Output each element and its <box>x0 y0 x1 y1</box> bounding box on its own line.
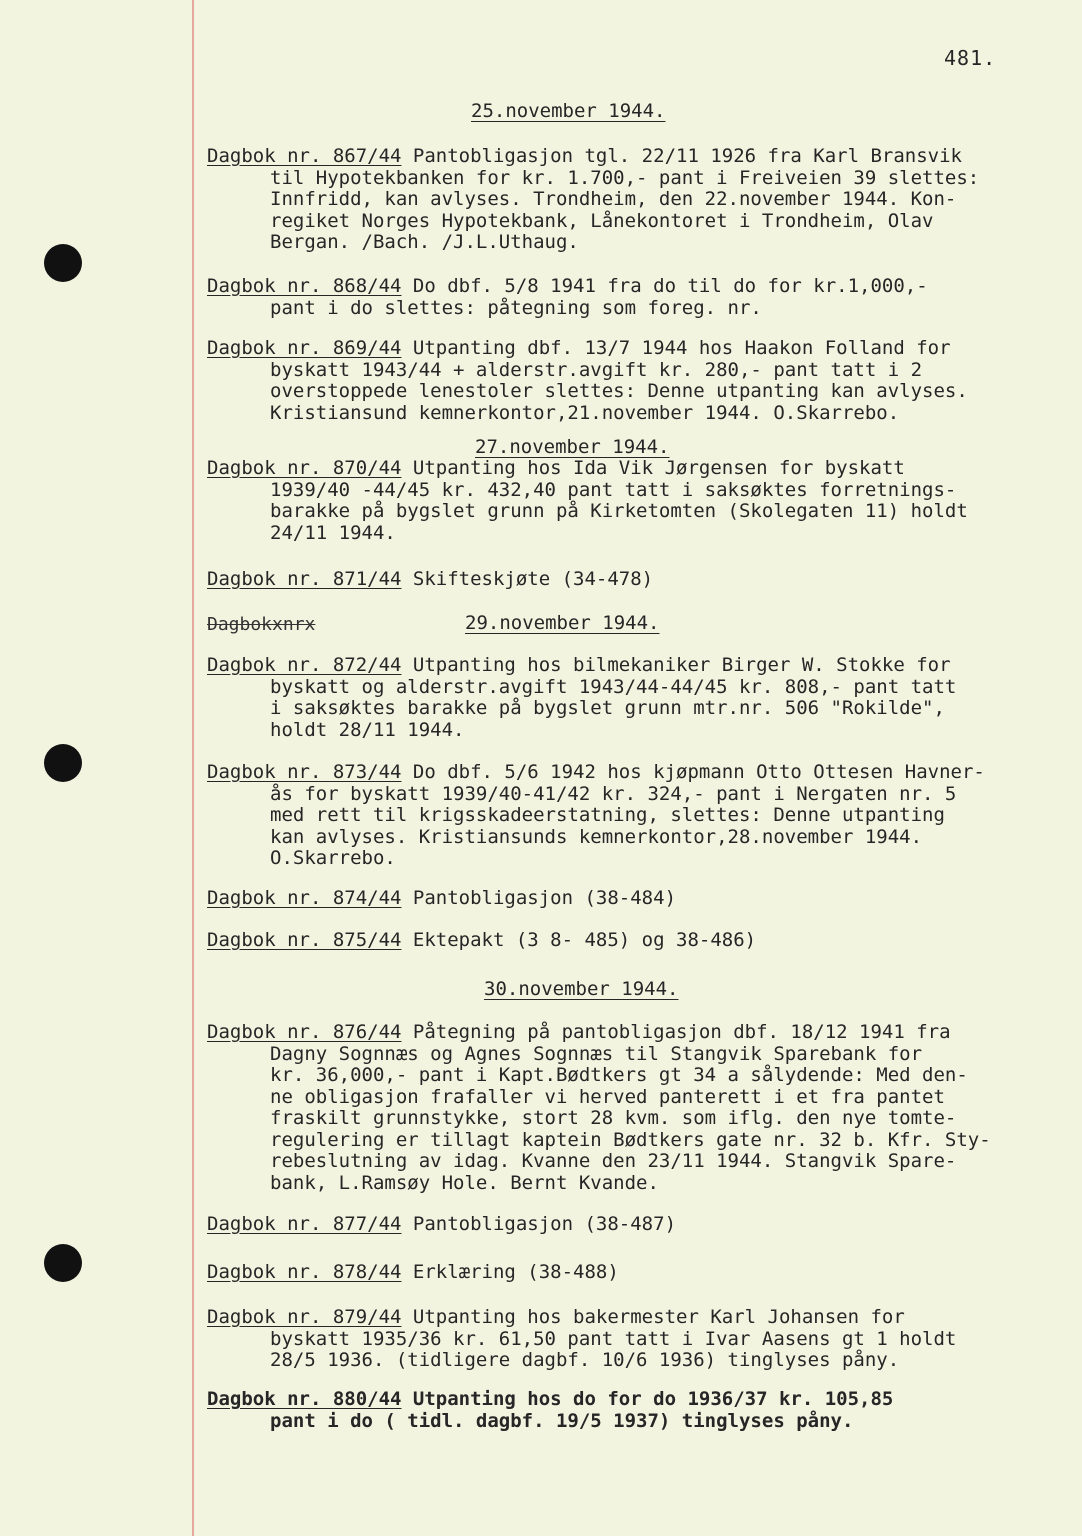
journal-entry <box>207 762 1067 870</box>
entry-line: Bergan. /Bach. /J.L.Uthaug. <box>270 231 579 253</box>
date-heading: 29.november 1944. <box>465 612 660 634</box>
entry-label: Dagbok nr. 878/44 <box>207 1261 402 1283</box>
entry-line: ne obligasjon frafaller vi herved panterett i et fra pantet <box>270 1085 945 1108</box>
entry-line: regiket Norges Hypotekbank, Lånekontoret i Trondheim, Olav <box>270 209 934 232</box>
entry-line: O.Skarrebo. <box>270 847 396 869</box>
entry-label: Dagbok nr. 873/44 <box>207 761 402 783</box>
entry-text: Utpanting hos do for do 1936/37 kr. 105,85 <box>401 1388 894 1410</box>
entry-line: 28/5 1936. (tidligere dagbf. 10/6 1936) tinglyses påny. <box>270 1349 900 1371</box>
entry-line: rebeslutning av idag. Kvanne den 23/11 1944. Stangvik Spare- <box>270 1150 957 1172</box>
entry-text: Ektepakt (3 8- 485) og 38-486) <box>401 929 757 951</box>
journal-entry <box>207 276 1067 319</box>
entry-line: 1939/40 -44/45 kr. 432,40 pant tatt i saksøktes forretnings- <box>270 478 957 501</box>
punch-hole <box>44 744 82 782</box>
entry-first-line <box>207 1214 1067 1236</box>
entry-line: byskatt 1935/36 kr. 61,50 pant tatt i Ivar Aasens gt 1 holdt <box>270 1327 957 1350</box>
journal-entry <box>207 1389 1067 1432</box>
date-heading: 30.november 1944. <box>484 978 679 1000</box>
entry-text: Utpanting hos bilmekaniker Birger W. Stokke for <box>401 654 951 676</box>
entry-text: Utpanting hos bakermester Karl Johansen for <box>401 1306 905 1328</box>
journal-entry <box>207 1214 1067 1236</box>
entry-first-line <box>207 888 1067 910</box>
page-number: 481. <box>944 46 997 70</box>
punch-hole <box>44 1244 82 1282</box>
entry-label: Dagbok nr. 874/44 <box>207 887 402 909</box>
entry-first-line <box>207 1389 1067 1411</box>
entry-label: Dagbok nr. 871/44 <box>207 568 402 590</box>
entry-label: Dagbok nr. 877/44 <box>207 1213 402 1235</box>
journal-entry <box>207 458 1067 544</box>
entry-first-line <box>207 338 1067 360</box>
entry-first-line <box>207 762 1067 784</box>
entry-label: Dagbok nr. 869/44 <box>207 337 402 359</box>
entry-first-line <box>207 1262 1067 1284</box>
entry-first-line <box>207 569 1067 591</box>
journal-entry <box>207 888 1067 910</box>
entry-text: Skifteskjøte (34-478) <box>401 568 654 590</box>
entry-first-line <box>207 1022 1067 1044</box>
entry-line: holdt 28/11 1944. <box>270 718 465 741</box>
entry-first-line <box>207 655 1067 677</box>
entry-label: Dagbok nr. 868/44 <box>207 275 402 297</box>
entry-first-line <box>207 146 1067 168</box>
entry-first-line <box>207 930 1067 952</box>
journal-entry <box>207 1022 1067 1194</box>
date-heading: 27.november 1944. <box>475 436 670 458</box>
punch-hole <box>44 244 82 282</box>
entry-line: Dagny Sognnæs og Agnes Sognnæs til Stangvik Sparebank for <box>270 1042 923 1065</box>
entry-line: 24/11 1944. <box>270 521 396 544</box>
entry-first-line <box>207 1307 1067 1329</box>
entry-line: regulering er tillagt kaptein Bødtkers gate nr. 32 b. Kfr. Sty- <box>270 1128 991 1151</box>
entry-line: bank, L.Ramsøy Hole. Bernt Kvande. <box>270 1171 659 1194</box>
margin-line <box>192 0 194 1536</box>
entry-label: Dagbok nr. 867/44 <box>207 145 402 167</box>
entry-text: Pantobligasjon (38-484) <box>401 887 677 909</box>
entry-text: Do dbf. 5/8 1941 fra do til do for kr.1,000,- <box>401 275 928 297</box>
journal-entry <box>207 930 1067 952</box>
entry-text: Påtegning på pantobligasjon dbf. 18/12 1941 fra <box>401 1021 951 1043</box>
entry-line: i saksøktes barakke på bygslet grunn mtr.nr. 506 "Rokilde", <box>270 697 945 719</box>
entry-text: Erklæring (38-488) <box>401 1261 619 1283</box>
struck-text: Dagbokxnrx <box>207 614 316 635</box>
entry-label: Dagbok nr. 870/44 <box>207 457 402 479</box>
entry-line: Kristiansund kemnerkontor,21.november 1944. O.Skarrebo. <box>270 401 900 424</box>
entry-text: Do dbf. 5/6 1942 hos kjøpmann Otto Ottesen Havner- <box>401 761 985 783</box>
journal-entry <box>207 1307 1067 1372</box>
entry-label: Dagbok nr. 880/44 <box>207 1388 402 1410</box>
date-heading: 25.november 1944. <box>471 100 666 122</box>
entry-line: overstoppede lenestoler slettes: Denne utpanting kan avlyses. <box>270 380 968 402</box>
entry-line: med rett til krigsskadeerstatning, slettes: Denne utpanting <box>270 804 945 826</box>
entry-text: Utpanting hos Ida Vik Jørgensen for byskatt <box>401 457 905 479</box>
entry-line: kr. 36,000,- pant i Kapt.Bødtkers gt 34 a sålydende: Med den- <box>270 1064 968 1086</box>
entry-text: Pantobligasjon tgl. 22/11 1926 fra Karl Bransvik <box>401 145 962 167</box>
entry-label: Dagbok nr. 875/44 <box>207 929 402 951</box>
journal-entry <box>207 655 1067 741</box>
entry-line: til Hypotekbanken for kr. 1.700,- pant i Freiveien 39 slettes: <box>270 166 980 189</box>
entry-line: pant i do slettes: påtegning som foreg. nr. <box>270 296 762 319</box>
entry-line: kan avlyses. Kristiansunds kemnerkontor,28.november 1944. <box>270 825 923 848</box>
journal-entry <box>207 569 1067 591</box>
entry-first-line <box>207 276 1067 298</box>
entry-text: Pantobligasjon (38-487) <box>401 1213 677 1235</box>
entry-label: Dagbok nr. 879/44 <box>207 1306 402 1328</box>
entry-line: byskatt 1943/44 + alderstr.avgift kr. 280,- pant tatt i 2 <box>270 358 923 381</box>
journal-entry <box>207 146 1067 254</box>
entry-line: fraskilt grunnstykke, stort 28 kvm. som iflg. den nye tomte- <box>270 1107 957 1129</box>
entry-line: ås for byskatt 1939/40-41/42 kr. 324,- pant i Nergaten nr. 5 <box>270 782 957 805</box>
entry-label: Dagbok nr. 872/44 <box>207 654 402 676</box>
entry-line: barakke på bygslet grunn på Kirketomten (Skolegaten 11) holdt <box>270 500 968 522</box>
entry-text: Utpanting dbf. 13/7 1944 hos Haakon Folland for <box>401 337 951 359</box>
entry-line: Innfridd, kan avlyses. Trondheim, den 22.november 1944. Kon- <box>270 188 957 210</box>
journal-entry <box>207 338 1067 424</box>
journal-entry <box>207 1262 1067 1284</box>
entry-line: byskatt og alderstr.avgift 1943/44-44/45 kr. 808,- pant tatt <box>270 675 957 698</box>
entry-label: Dagbok nr. 876/44 <box>207 1021 402 1043</box>
entry-first-line <box>207 458 1067 480</box>
entry-line: pant i do ( tidl. dagbf. 19/5 1937) tinglyses påny. <box>270 1409 854 1432</box>
